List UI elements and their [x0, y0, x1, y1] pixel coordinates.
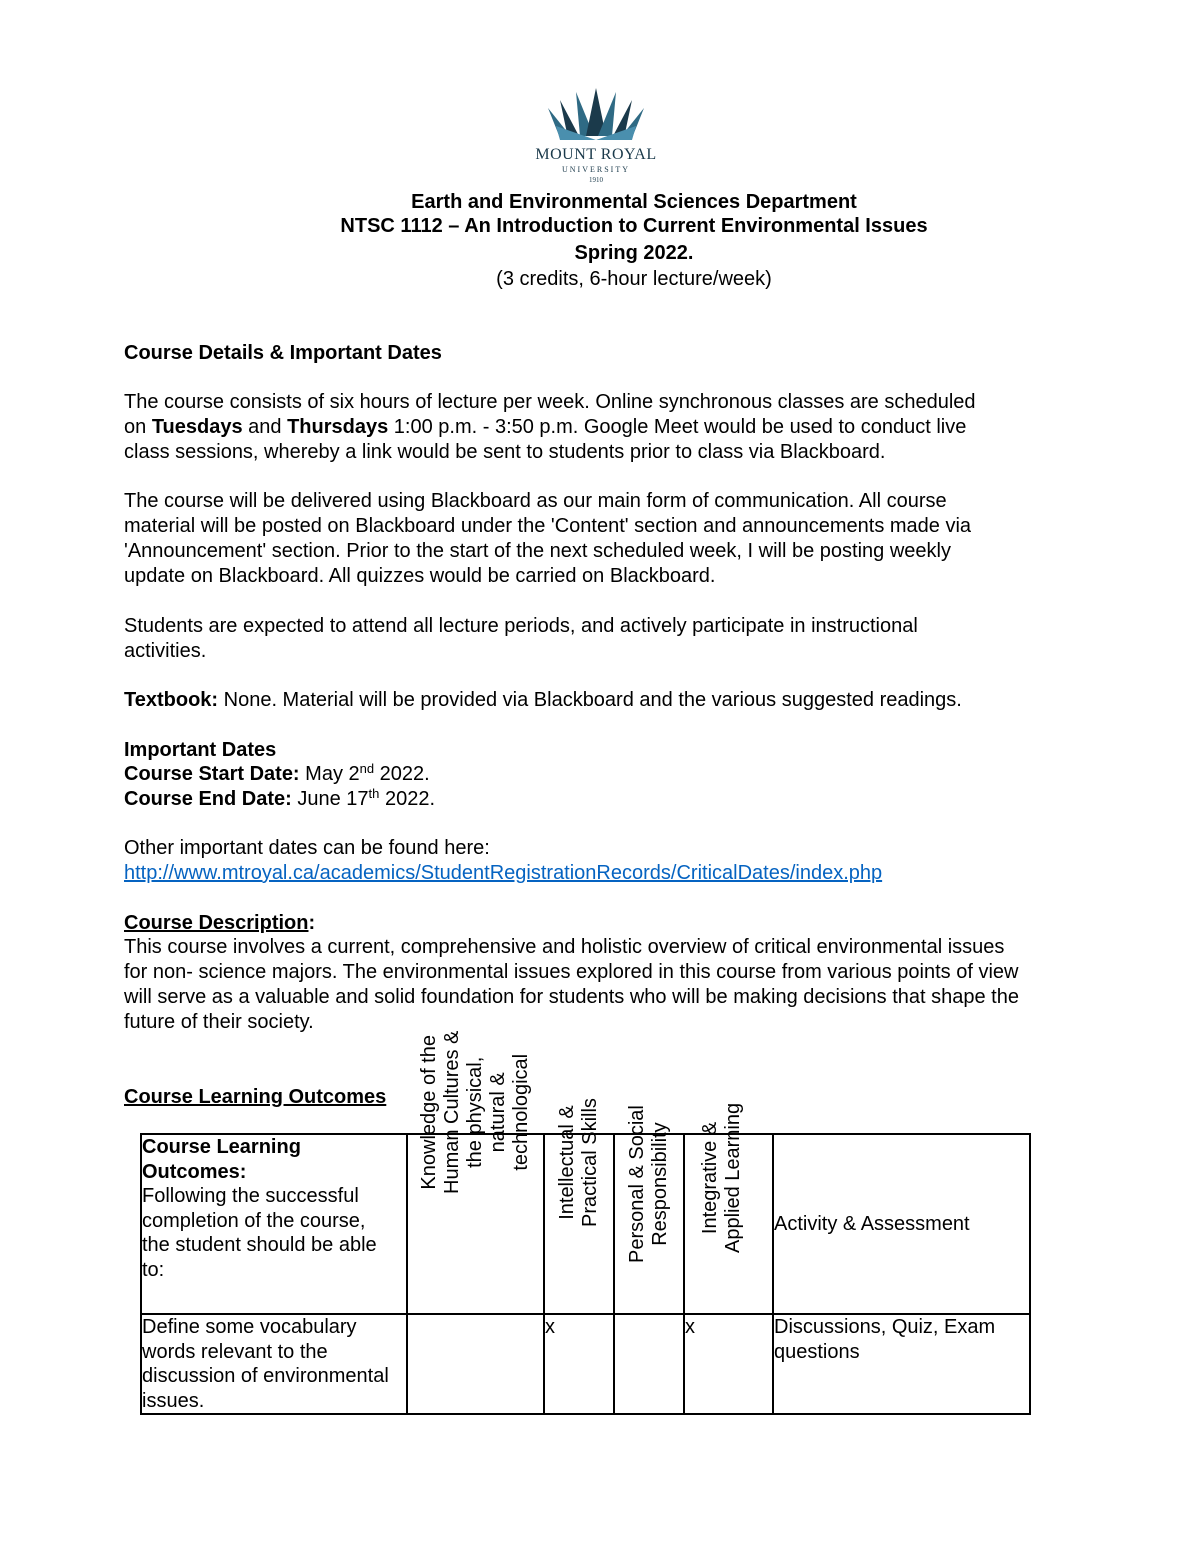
table-header-row [141, 1134, 1030, 1314]
description-line2: for non- science majors. The environmental issues explored in this course from various points of view [124, 961, 1019, 983]
assessment-cell: Discussions, Quiz, Exam questions [773, 1314, 1030, 1414]
description-line3: will serve as a valuable and solid foundation for students who will be making decisions that shape the [124, 986, 1019, 1008]
university-logo [520, 88, 672, 188]
header-personal-cell: Personal & Social Responsibility [614, 1134, 684, 1314]
logo-mark-icon [520, 88, 672, 148]
learning-outcomes-table [140, 1030, 1031, 1415]
details-p2-line1: The course will be delivered using Blackboard as our main form of communication. All course [124, 490, 947, 512]
knowledge-mark-cell [407, 1314, 544, 1414]
textbook-label: Textbook: [124, 689, 219, 711]
logo-subtitle: UNIVERSITY [562, 165, 630, 174]
description-line1: This course involves a current, comprehensive and holistic overview of critical environmental issues [124, 936, 1005, 958]
textbook-line: Textbook: None. Material will be provided via Blackboard and the various suggested readings. [124, 689, 962, 711]
details-p3-line2: activities. [124, 640, 207, 662]
details-p2-line4: update on Blackboard. All quizzes would be carried on Blackboard. [124, 565, 716, 587]
integrative-mark-cell: x [684, 1314, 773, 1414]
logo-name: MOUNT ROYAL [535, 146, 657, 163]
description-line4: future of their society. [124, 1011, 314, 1033]
term-title: Spring 2022. [574, 242, 694, 264]
outcome-cell: Define some vocabulary words relevant to the discussion of environmental issues. [141, 1314, 407, 1414]
details-heading: Course Details & Important Dates [124, 342, 442, 364]
course-title: NTSC 1112 – An Introduction to Current Environmental Issues [340, 215, 928, 237]
logo-year: 1910 [589, 176, 603, 184]
header-outcomes-cell: Course Learning Outcomes: Following the successful completion of the course, the student should be able to: [141, 1134, 407, 1314]
header-knowledge-cell: Knowledge of the Human Cultures & the physical, natural & technological [407, 1134, 544, 1314]
header-integrative-cell: Integrative & Applied Learning [684, 1134, 773, 1314]
outcomes-heading: Course Learning Outcomes [124, 1086, 387, 1108]
start-date-line: Course Start Date: May 2nd 2022. [124, 761, 430, 785]
details-p1-line2: on Tuesdays and Thursdays 1:00 p.m. - 3:50 p.m. Google Meet would be used to conduct live [124, 416, 967, 438]
header-intellectual-cell: Intellectual & Practical Skills [544, 1134, 614, 1314]
critical-dates-link[interactable]: http://www.mtroyal.ca/academics/StudentRegistrationRecords/CriticalDates/index.php [124, 862, 883, 884]
details-p1-line1: The course consists of six hours of lecture per week. Online synchronous classes are scheduled [124, 391, 976, 413]
other-dates-text: Other important dates can be found here: [124, 837, 490, 859]
table-row [141, 1314, 1030, 1414]
details-p2-line2: material will be posted on Blackboard under the 'Content' section and announcements made via [124, 515, 972, 537]
details-p1-line3: class sessions, whereby a link would be sent to students prior to class via Blackboard. [124, 441, 886, 463]
description-heading: Course Description: [124, 912, 316, 934]
department-title: Earth and Environmental Sciences Department [411, 191, 857, 213]
details-p2-line3: 'Announcement' section. Prior to the start of the next scheduled week, I will be posting weekly [124, 540, 951, 562]
end-date-line: Course End Date: June 17th 2022. [124, 786, 435, 810]
header-assessment-cell: Activity & Assessment [773, 1134, 1030, 1314]
dates-heading: Important Dates [124, 739, 277, 761]
credits-line: (3 credits, 6-hour lecture/week) [496, 268, 772, 290]
personal-mark-cell [614, 1314, 684, 1414]
details-p3-line1: Students are expected to attend all lecture periods, and actively participate in instructional [124, 615, 918, 637]
intellectual-mark-cell: x [544, 1314, 614, 1414]
